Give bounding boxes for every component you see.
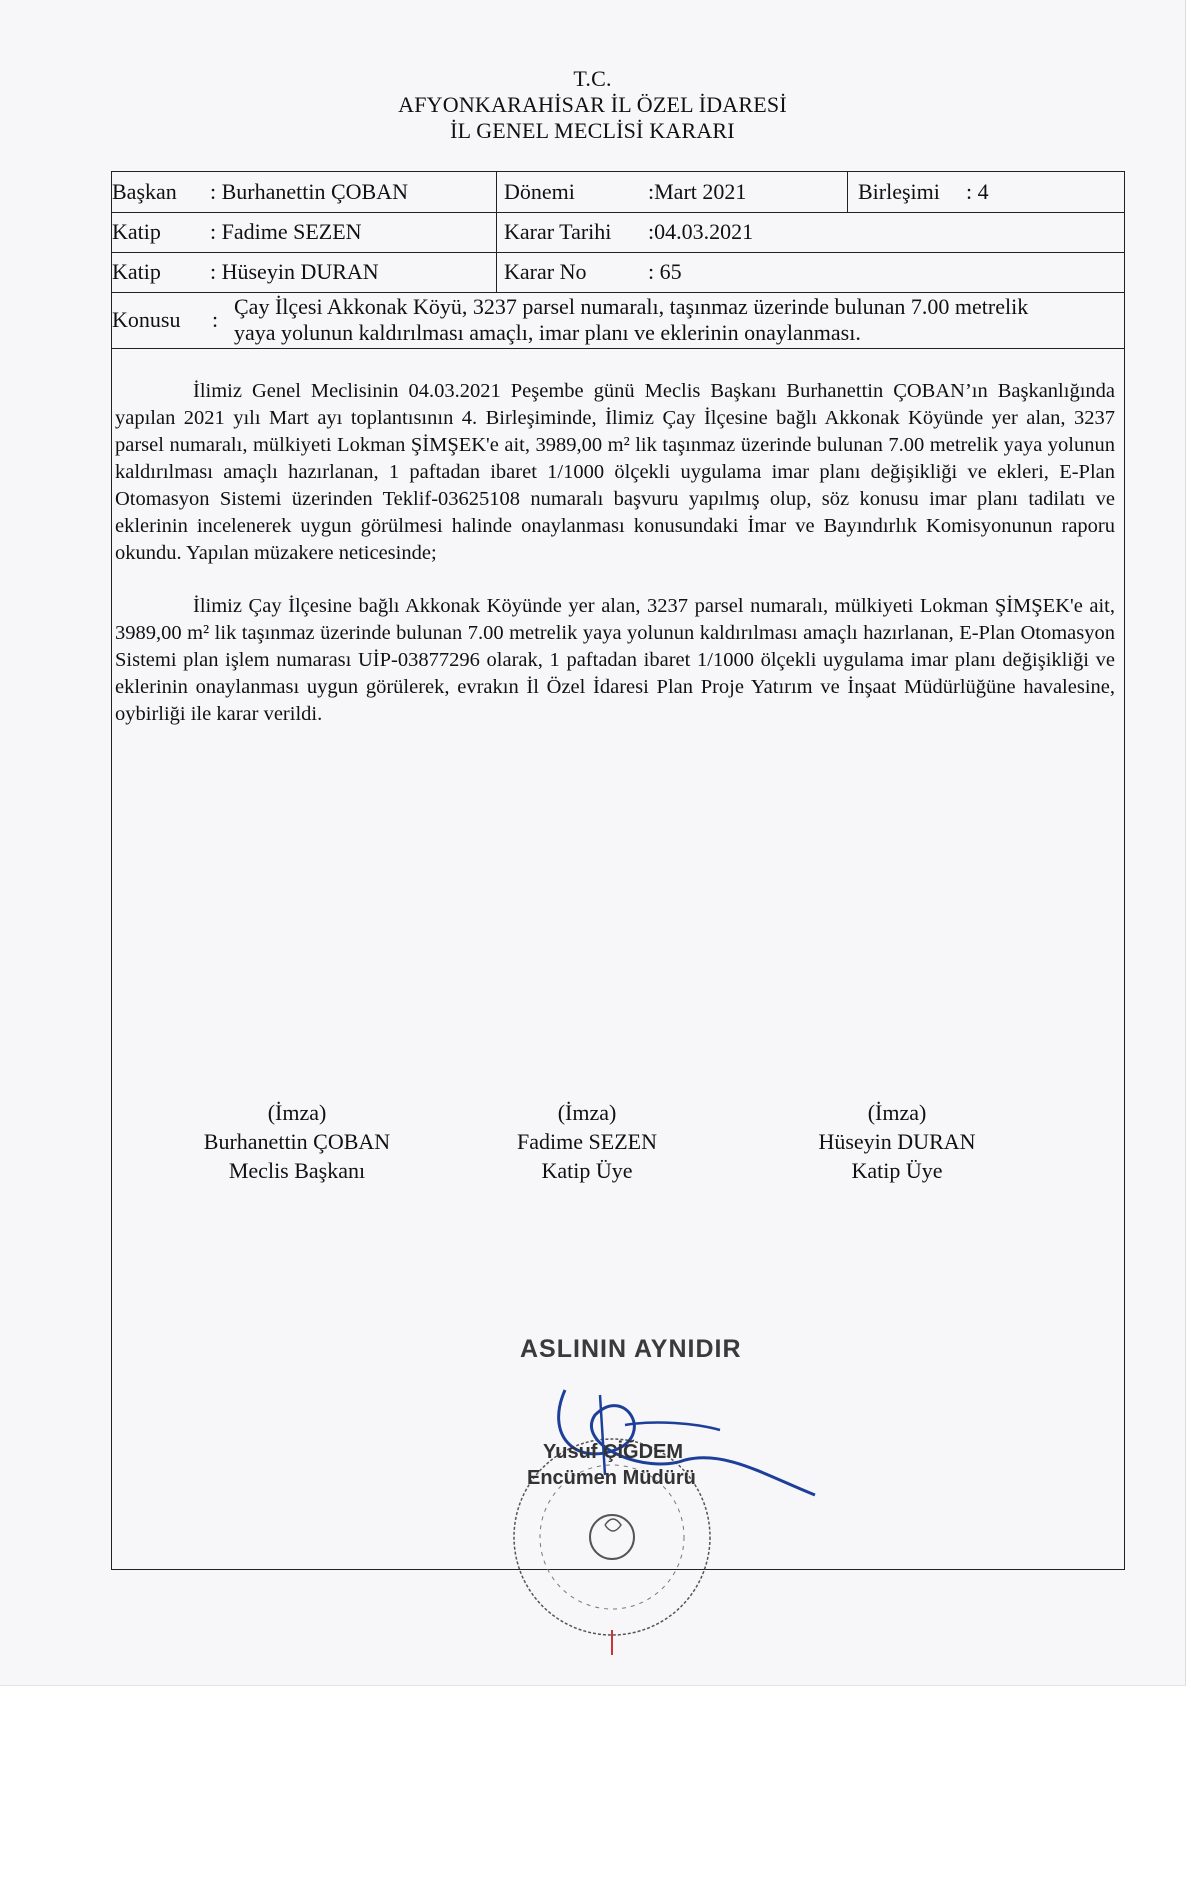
certification-stamp — [505, 1325, 835, 1655]
signature-block-baskan — [147, 1098, 447, 1185]
signature-name: Burhanettin ÇOBAN — [203, 1129, 391, 1154]
divider — [496, 172, 497, 212]
signature-name: Fadime SEZEN — [517, 1129, 657, 1154]
donemi-value: :Mart 2021 — [648, 179, 747, 204]
official-seal-icon — [505, 1325, 835, 1655]
karar-no-label: Karar No — [504, 259, 587, 284]
signature-imza: (İmza) — [267, 1100, 327, 1125]
info-row-katip-1 — [112, 212, 1124, 253]
karar-tarihi-value: :04.03.2021 — [648, 219, 754, 244]
donemi-label: Dönemi — [504, 179, 575, 204]
konusu-colon: : — [212, 307, 219, 332]
katip-1-value: : Fadime SEZEN — [210, 219, 362, 244]
signature-title: Katip Üye — [851, 1158, 943, 1183]
signature-title: Katip Üye — [541, 1158, 633, 1183]
signature-block-katip-1 — [437, 1098, 737, 1185]
konusu-line-1: Çay İlçesi Akkonak Köyü, 3237 parsel numaralı, taşınmaz üzerinde bulunan 7.00 metrelik — [234, 294, 1029, 319]
katip-2-value: : Hüseyin DURAN — [210, 259, 379, 284]
body-paragraph-1: İlimiz Genel Meclisinin 04.03.2021 Peşembe günü Meclis Başkanı Burhanettin ÇOBAN’ın Başkanlığında yapılan 2021 yılı Mart ayı toplantısının 4. Birleşiminde, İlimiz Çay İlçesine bağlı Akkonak Köyünde yer alan, 3237 parsel numaralı, mülkiyeti Lokman ŞİMŞEK'e ait, 3989,00 m² lik taşınmaz üzerinde bulunan 7.00 metrelik yaya yolunun kaldırılması amaçlı hazırlanan, 1 paftadan ibaret 1/1000 ölçekli uygulama imar planı değişikliği ve ekleri, E-Plan Otomasyon Sistemi üzerinden Teklif-03625108 numaralı başvuru yapılmış olup, söz konusu imar planı tadilatı ve eklerinin incelenerek uygun görülmesi halinde onaylanması konusundaki İmar ve Bayındırlık Komisyonunun raporu okundu. Yapılan müzakere neticesinde; — [115, 380, 1115, 564]
signature-title: Meclis Başkanı — [228, 1158, 366, 1183]
konusu-label: Konusu — [112, 307, 181, 332]
karar-tarihi-label: Karar Tarihi — [504, 219, 612, 244]
birlesimi-label: Birleşimi — [858, 179, 940, 204]
karar-no-value: : 65 — [648, 259, 682, 284]
birlesimi-value: : 4 — [966, 179, 989, 204]
signature-name: Hüseyin DURAN — [818, 1129, 976, 1154]
baskan-value: : Burhanettin ÇOBAN — [210, 179, 408, 204]
header-title: İL GENEL MECLİSİ KARARI — [450, 118, 735, 143]
official-name: Yusuf ÇİĞDEM — [543, 1441, 684, 1463]
header-institution: AFYONKARAHİSAR İL ÖZEL İDARESİ — [398, 92, 787, 117]
document-header — [0, 66, 1185, 144]
konusu-line-2: yaya yolunun kaldırılması amaçlı, imar planı ve eklerinin onaylanması. — [234, 320, 861, 345]
signature-imza: (İmza) — [867, 1100, 927, 1125]
info-row-katip-2 — [112, 252, 1124, 293]
baskan-label: Başkan — [112, 179, 177, 204]
divider — [496, 252, 497, 292]
konusu-text — [234, 294, 1028, 346]
signature-block-katip-2 — [747, 1098, 1047, 1185]
info-row-baskan — [112, 172, 1124, 213]
aslinin-aynidir-stamp: ASLININ AYNIDIR — [520, 1335, 742, 1363]
divider — [496, 212, 497, 252]
decision-body — [115, 378, 1115, 728]
katip-2-label: Katip — [112, 259, 161, 284]
official-title: Encümen Müdürü — [527, 1467, 696, 1489]
katip-1-label: Katip — [112, 219, 161, 244]
header-tc: T.C. — [573, 66, 612, 91]
signature-imza: (İmza) — [557, 1100, 617, 1125]
body-paragraph-2: İlimiz Çay İlçesine bağlı Akkonak Köyünde yer alan, 3237 parsel numaralı, mülkiyeti Lokman ŞİMŞEK'e ait, 3989,00 m² lik taşınmaz üzerinde bulunan 7.00 metrelik yaya yolunun kaldırılması amaçlı hazırlanan, E-Plan Otomasyon Sistemi plan işlem numarası UİP-03877296 olarak, 1 paftadan ibaret 1/1000 ölçekli uygulama imar planı değişikliği ve eklerinin onaylanması uygun görülerek, evrakın İl Özel İdaresi Plan Proje Yatırım ve İnşaat Müdürlüğüne havalesine, oybirliği ile karar verildi. — [115, 595, 1115, 725]
info-row-konusu — [112, 292, 1124, 349]
divider — [847, 172, 848, 212]
